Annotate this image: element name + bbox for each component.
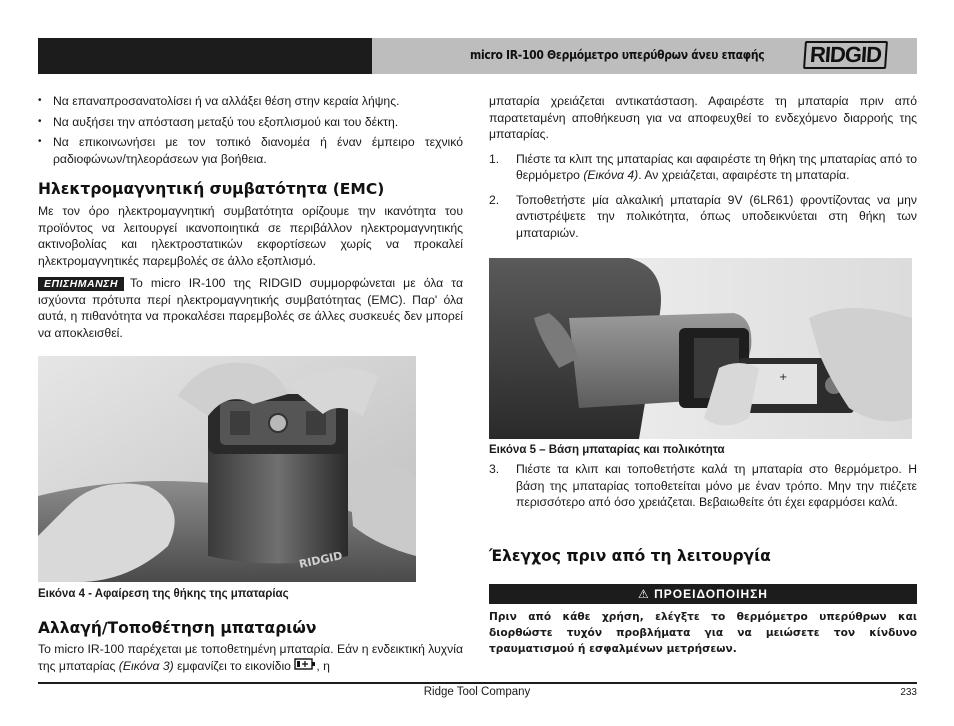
step-item: 1. Πιέστε τα κλιπ της μπαταρίας και αφαιρέστε τη θήκη της μπαταρίας από το θερμόμετρο (Εικόνα 4). Αν χρειάζεται, αφαιρέστε τη μπαταρία. [489,151,917,182]
bullet-icon: • [38,136,42,147]
page-number: 233 [900,687,917,698]
bullet-list [38,93,463,167]
battery-low-icon [294,658,316,675]
steps-list [489,151,917,242]
notice-badge: ΕΠΙΣΗΜΑΝΣΗ [38,277,124,291]
step-3-block [489,461,917,519]
warning-label: ΠΡΟΕΙΔΟΠΟΙΗΣΗ [654,587,768,601]
list-item: • Να αυξήσει την απόσταση μεταξύ του εξοπλισμού και του δέκτη. [38,114,399,129]
pre-operation-heading: Έλεγχος πριν από τη λειτουργία [489,547,771,565]
ridgid-logo: RIDGID [803,41,888,69]
notice-paragraph: ΕΠΙΣΗΜΑΝΣΗ Το micro IR-100 της RIDGID συμμορφώνεται με όλα τα ισχύοντα πρότυπα περί ηλεκτρομαγνητικής συμβατότητας (EMC). Παρ' όλα αυτά, η πιθανότητα να προκαλέσει παρεμβολές σε άλλες συσκευές δεν μπορεί να αποκλεισθεί. [38,276,463,340]
emc-heading: Ηλεκτρομαγνητική συμβατότητα (EMC) [38,180,385,198]
steps-list-continued [489,461,917,511]
figure-4-caption: Εικόνα 4 - Αφαίρεση της θήκης της μπαταρίας [38,588,289,600]
warning-bar [489,584,917,604]
list-item: • Να επαναπροσανατολίσει ή να αλλάξει θέση στην κεραία λήψης. [38,94,400,108]
figure-5-photo [489,258,912,439]
figure-4-photo [38,356,416,582]
warning-text: Πριν από κάθε χρήση, ελέγξτε το θερμόμετρο υπερύθρων και διορθώστε τυχόν προβλήματα για να μειώσετε τον κίνδυνο τραυματισμού ή εσφαλμένων μετρήσεων. [489,611,917,655]
list-item: • Να επικοινωνήσει με τον τοπικό διανομέα ή έναν έμπειρο τεχνικό ραδιοφώνων/τηλεοράσεων για βοήθεια. [38,135,463,166]
header-title: micro IR-100 Θερμόμετρο υπερύθρων άνευ επαφής [470,48,765,62]
figure-5-caption: Εικόνα 5 – Βάση μπαταρίας και πολικότητα [489,444,725,456]
step-item: 3. Πιέστε τα κλιπ και τοποθετήστε καλά τη μπαταρία στο θερμόμετρο. Η βάση της μπαταρίας τοποθετείται μόνο με έναν τρόπο. Μην την πιέζετε περισσότερο από όσο χρειάζεται. Βεβαιωθείτε ότι έχει εφαρμόσει καλά. [489,462,917,509]
left-column-top [38,93,463,341]
footer-company: Ridge Tool Company [423,686,531,698]
figure-4-brand-text: RIDGID [297,549,344,571]
step-item: 2. Τοποθετήστε μία αλκαλική μπαταρία 9V (6LR61) φροντίζοντας να μην αντιστρέψετε την πολικότητα, όπως υποδεικνύεται στη θήκη των μπαταριών. [489,192,917,240]
bullet-icon: • [38,115,42,127]
battery-continuation: μπαταρία χρειάζεται αντικατάσταση. Αφαιρέστε τη μπαταρία πριν από παρατεταμένη αποθήκευση για να αποφευχθεί το ενδεχόμενο διαρροής της μπαταρίας. [489,94,917,141]
battery-paragraph: Το micro IR-100 παρέχεται με τοποθετημένη μπαταρία. Εάν η ενδεικτική λυχνία της μπαταρίας (Εικόνα 3) εμφανίζει το εικονίδιο , η [38,641,463,675]
right-column-top [489,93,917,249]
battery-heading: Αλλαγή/Τοποθέτηση μπαταριών [38,619,317,637]
emc-paragraph: Με τον όρο ηλεκτρομαγνητική συμβατότητα ορίζουμε την ικανότητα του προϊόντος να λειτουργεί ικανοποιητικά σε περιβάλλον ηλεκτρομαγνητικής ακτινοβολίας και ηλεκτροστατικών εκφορτίσεων χωρίς να προκαλεί ηλεκτρομαγνητικές παρεμβολές σε άλλο εξοπλισμό. [38,204,463,268]
bullet-icon: • [38,95,42,106]
warning-icon: ⚠ [638,587,650,601]
header-black-band [38,38,372,74]
footer-divider [38,682,917,684]
battery-section [38,618,463,675]
svg-text:+: + [779,372,788,383]
